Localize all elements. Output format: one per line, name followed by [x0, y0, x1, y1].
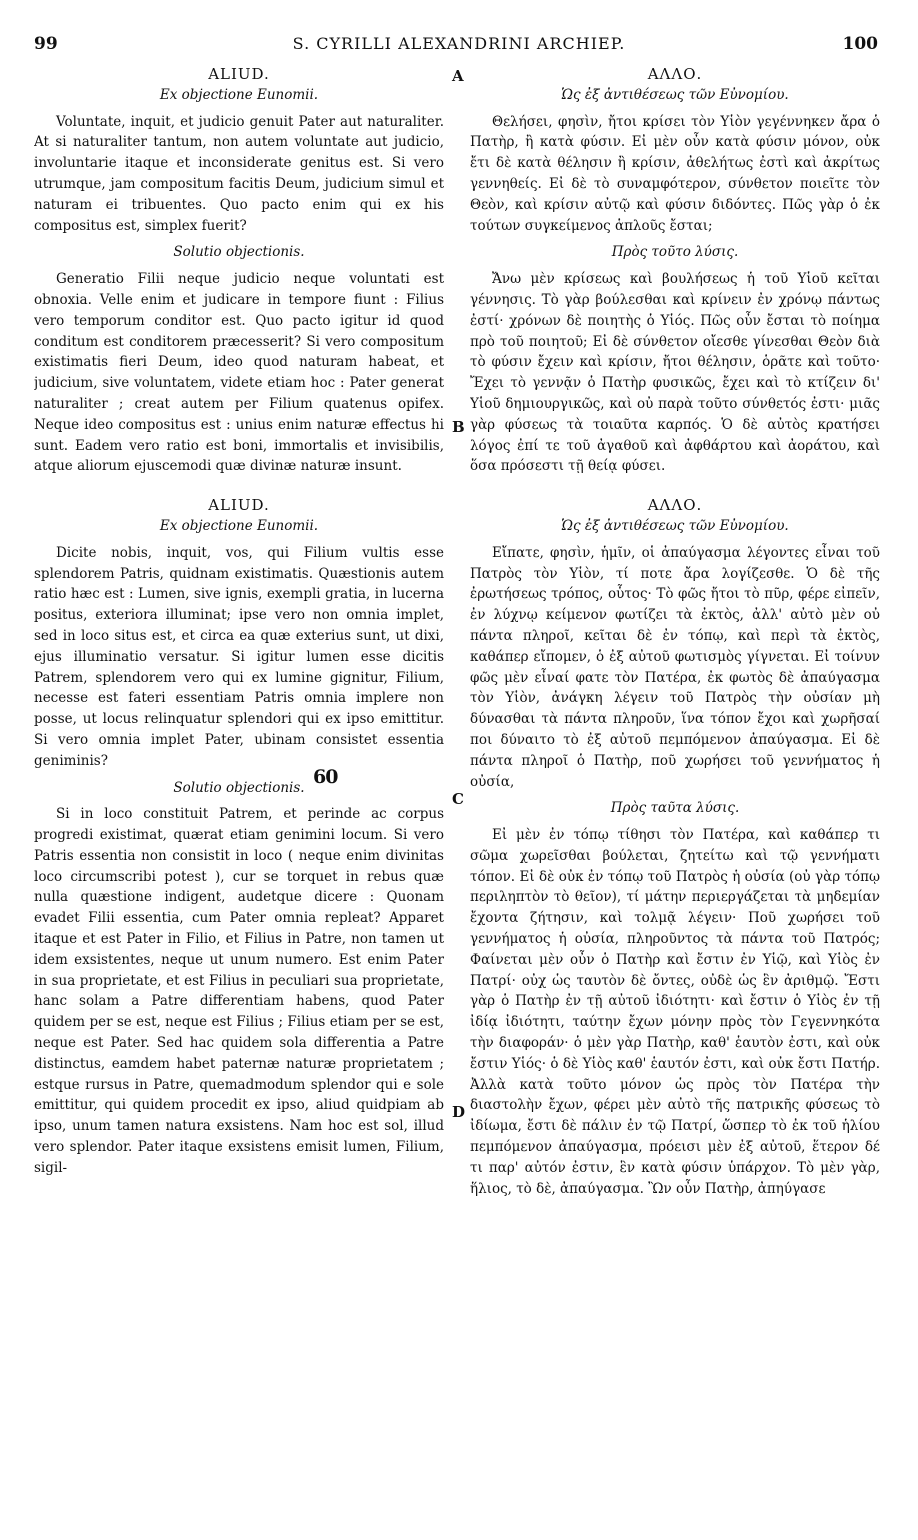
greek-section2-subtitle: Ὡς ἐξ ἀντιθέσεως τῶν Εὐνομίου.	[561, 517, 789, 534]
section-marker-b: B	[452, 418, 465, 436]
latin-section2-solution-heading: Solutio objectionis.	[173, 779, 305, 796]
latin-section1-solution-heading: Solutio objectionis.	[173, 244, 305, 261]
greek-section1-title: ΑΛΛΟ.	[647, 65, 703, 83]
greek-section2-solution-heading: Πρὸς ταῦτα λύσις.	[610, 800, 740, 817]
greek-section2-title: ΑΛΛΟ.	[647, 496, 703, 515]
latin-section1-solution-text: Generatio Filii neque judicio neque voluntati est obnoxia. Velle enim et judicare in tempore fiunt : Filius vero temporum conditor est. Quo pacto igitur id quod conditum est conditorem præcesserit? Si vero compositum existimatis fieri Deum, ideo quod naturam habeat, et judicium, sive voluntatem, videte etiam hoc : Pater generat naturaliter ; creat autem per Filium quatenus opifex. Neque ideo compositus est : unius enim naturæ effectus hi sunt. Eadem vero ratio est boni, immortalis et invisibilis, atque aliorum ejuscemodi quæ divinæ naturæ insunt.	[34, 271, 444, 475]
greek-section1-text: Θελήσει, φησὶν, ἤτοι κρίσει τὸν Υἱὸν γεγέννηκεν ἄρα ὁ Πατὴρ, ἢ κατὰ φύσιν. Εἰ μὲν οὖν κατὰ φύσιν μόνον, οὐκ ἔτι δὲ κατὰ θέλησιν ἢ κρίσιν, ἀθελήτως ἐστὶ καὶ ἀκρίτως γεννηθείς. Εἰ δὲ τὸ συναμφότερον, σύνθετον ποιεῖτε τὸν Θεὸν, καὶ κρίσιν αὐτῷ καὶ φύσιν διδόντες. Πῶς γὰρ ὁ ἐκ τούτων συγκείμενος ἁπλοῦς ἔσται;	[470, 113, 880, 234]
running-title: S. CYRILLI ALEXANDRINI ARCHIEP.	[292, 34, 626, 53]
greek-section2-text: Εἴπατε, φησὶν, ἡμῖν, οἱ ἀπαύγασμα λέγοντες εἶναι τοῦ Πατρὸς τὸν Υἱὸν, τί ποτε ἄρα λογίζεσθε. Ὁ δὲ τῆς ἐρωτήσεως τρόπος, οὗτος· Τὸ φῶς ἤτοι τὸ πῦρ, φέρε εἰπεῖν, ἐν λύχνῳ κείμενον φωτίζει τὰ ἐκτὸς, ἀλλ' αὐτὸ μὲν οὐ πάντα πληροῖ, κεῖται δὲ ἐν τόπῳ, καὶ περὶ τὰ ἐκτὸς, καθάπερ εἴπομεν, ὁ ἐξ αὐτοῦ φωτισμὸς γίγνεται. Εἰ τοίνυν φῶς μὲν εἶναί φατε τὸν Πατέρα, ἐκ φωτὸς δὲ ἀπαύγασμα τὸν Υἱὸν, ἀνάγκη λέγειν τοῦ Πατρὸς τὴν οὐσίαν μὴ δύνασθαι τὰ πάντα πληροῦν, ἵνα τόπον ἔχοι καὶ χωρῆσαί ποι δύναιτο τὸ ἐξ αὐτοῦ πεμπόμενον ἀπαύγασμα. Εἰ δὲ πάντα πληροῖ ὁ Πατὴρ, ποῦ χωρήσει τοῦ γεννήματος ἡ οὐσία,	[470, 544, 880, 790]
latin-section2-solution-text: Si in loco constituit Patrem, et perinde ac corpus progredi existimat, quærat etiam genimini locum. Si vero Patris essentia non consistit in loco ( neque enim divinitas loco circumscribi potest ), cur se torquet in rebus quæ nulla quæstione indigent, audetque dicere : Quonam evadet Filii essentia, cum Pater omnia repleat? Apparet itaque et est Pater in Filio, et Filius in Patre, non tamen ut idem exsistentes, neque ut unum numero. Est enim Pater in sua proprietate, et est Filius in peculiari sua proprietate, hanc solam a Patre differentiam habens, quod Pater quidem per se est, neque est Filius ; Filius etiam per se est, neque est Pater. Sed hac quidem sola differentia a Patre distinctus, eamdem habet paternæ naturæ proprietatem ; estque rursus in Patre, quemadmodum splendor qui e sole emittitur, qui quidem procedit ex ipso, aliud quidpiam ab ipso, unum tamen natura exsistens. Nam hoc est sol, illud vero splendor. Pater itaque exsistens emisit lumen, Filium, sigil-	[34, 806, 444, 1176]
latin-section2-text: Dicite nobis, inquit, vos, qui Filium vultis esse splendorem Patris, quidnam existimatis. Quæstionis autem ratio hæc est : Lumen, sive ignis, exempli gratia, in lucerna positus, exteriora illuminat; ipse vero non omnia implet, sed in loco situs est, et circa ea quæ exterius sunt, ut dixi, ejus illuminatio versatur. Si igitur lumen esse dicitis Patrem, splendorem vero qui ex lumine gignitur, Filium, necesse est fateri essentiam Patris omnia implere non posse, ut locus relinquatur splendori qui ex ipso emittitur. Si vero omnia implet Pater, ubinam consistet essentia geniminis?	[34, 544, 444, 769]
latin-section2-title: ALIUD.	[208, 496, 270, 515]
greek-section1-solution-text: Ἄνω μὲν κρίσεως καὶ βουλήσεως ἡ τοῦ Υἱοῦ κεῖται γέννησις. Τὸ γὰρ βούλεσθαι καὶ κρίνειν ἐν χρόνῳ πάντως ἐστί· χρόνων δὲ ποιητὴς ὁ Υἱός. Πῶς οὖν ἔσται τὸ ποίημα πρὸ τοῦ ποιητοῦ; Εἰ δὲ σύνθετον οἴεσθε γίνεσθαι Θεὸν διὰ τὸ φύσιν ἔχειν καὶ κρίσιν, ἤτοι θέλησιν, ὁρᾶτε καὶ τοῦτο· Ἔχει τὸ γεννᾷν ὁ Πατὴρ φυσικῶς, ἔχει καὶ τὸ κτίζειν δι' Υἱοῦ δημιουργικῶς, καὶ οὐ παρὰ τοῦτο σύνθετός ἐστι· μιᾶς γὰρ φύσεως τὰ τοιαῦτα καρπός. Ὁ δὲ αὐτὸς κρατήσει λόγος ἐπί τε τοῦ ἀγαθοῦ καὶ ἀφθάρτου καὶ ἀοράτου, καὶ ὅσα πρόσεστι τῇ θείᾳ φύσει.	[470, 271, 880, 475]
column-number: 60	[313, 766, 338, 788]
section-marker-d: D	[452, 1103, 466, 1121]
section-marker-c: C	[452, 790, 464, 808]
latin-section1-text: Voluntate, inquit, et judicio genuit Pater aut naturaliter. At si naturaliter tantum, non autem voluntate aut judicio, involuntarie itaque et inconsiderate genitus est. Si vero utrumque, jam compositum facitis Deum, judicium simul et naturam ei tribuentes. Quo pacto enim qui ex his compositus est, simplex fuerit?	[34, 113, 444, 234]
running-header	[0, 28, 918, 58]
latin-section2-subtitle: Ex objectione Eunomii.	[159, 517, 319, 534]
section-marker-a: A	[452, 67, 464, 85]
page-number-left: 99	[34, 34, 58, 54]
latin-section1-title: ALIUD.	[208, 65, 270, 83]
greek-section1-subtitle: Ὡς ἐξ ἀντιθέσεως τῶν Εὐνομίου.	[561, 86, 789, 103]
latin-column	[34, 62, 444, 1532]
latin-section1-subtitle: Ex objectione Eunomii.	[159, 86, 319, 103]
greek-section1-solution-heading: Πρὸς τοῦτο λύσις.	[611, 244, 739, 261]
greek-section2-solution-text: Εἰ μὲν ἐν τόπῳ τίθησι τὸν Πατέρα, καὶ καθάπερ τι σῶμα χωρεῖσθαι βούλεται, ζητείτω καὶ τῷ γεννήματι τόπον. Εἰ δὲ οὐκ ἐν τόπῳ τοῦ Πατρὸς ἡ οὐσία (οὐ γὰρ τόπῳ περιληπτὸν τὸ θεῖον), τί μάτην περιεργάζεται τὰ μηδεμίαν ἔχοντα ζήτησιν, καὶ τολμᾷ λέγειν· Ποῦ χωρήσει τοῦ γεννήματος ἡ οὐσία, πληροῦντος τὰ πάντα τοῦ Πατρός; Φαίνεται μὲν οὖν ὁ Πατὴρ καὶ ἔστιν ἐν Υἱῷ, καὶ Υἱὸς ἐν Πατρί· οὐχ ὡς ταυτὸν δὲ ὄντες, οὐδὲ ὡς ἓν ἀριθμῷ. Ἔστι γὰρ ὁ Πατὴρ ἐν τῇ αὐτοῦ ἰδιότητι· καὶ ἔστιν ὁ Υἱὸς ἐν τῇ ἰδίᾳ ἰδιότητι, ταύτην ἔχων μόνην πρὸς τὸν Γεγεννηκότα τὴν διαφοράν· ὁ μὲν γὰρ Πατὴρ, καθ' ἑαυτὸν ἐστι, καὶ οὐκ ἔστιν Υἱός· ὁ δὲ Υἱὸς καθ' ἑαυτόν ἐστι, καὶ οὐκ ἔστι Πατήρ. Ἀλλὰ κατὰ τοῦτο μόνον ὡς πρὸς τὸν Πατέρα τὴν διαστολὴν ἔχων, φέρει μὲν αὐτὸ τῆς πατρικῆς φύσεως τὸ ἰδίωμα, ἔστι δὲ πάλιν ἐν τῷ Πατρί, ὥσπερ τὸ ἐκ τοῦ ἡλίου πεμπόμενον ἀπαύγασμα, πρόεισι μὲν ἐξ αὐτοῦ, ἕτερον δέ τι παρ' αὐτόν ἐστιν, ἓν κατὰ φύσιν ὑπάρχον. Τὸ μὲν γὰρ, ἥλιος, τὸ δὲ, ἀπαύγασμα. Ὢν οὖν Πατὴρ, ἀπηύγασε	[470, 827, 880, 1197]
page-number-right: 100	[842, 34, 878, 54]
greek-column	[470, 62, 880, 1532]
